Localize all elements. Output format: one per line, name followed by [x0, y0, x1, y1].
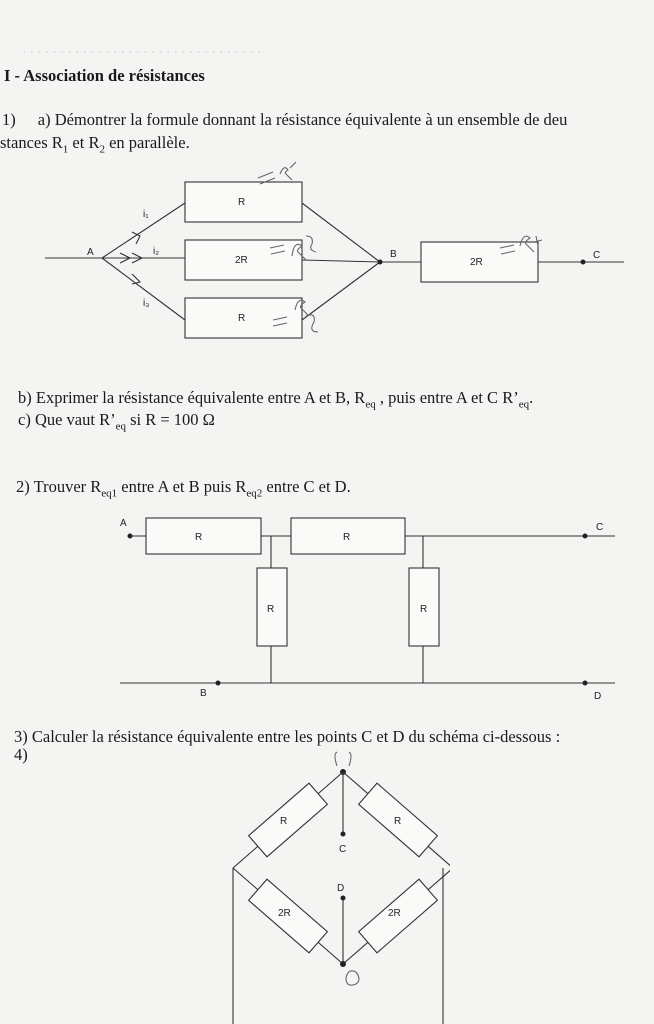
label-i2: i₂ — [153, 246, 160, 257]
label-node-d: D — [594, 691, 602, 702]
label-node-b: B — [200, 688, 207, 699]
node-c-dot — [581, 260, 586, 265]
node-c-dot — [341, 832, 346, 837]
handwritten-bottom-mark — [346, 971, 359, 985]
label-i3: i₃ — [143, 298, 150, 309]
label-r-br: 2R — [388, 908, 401, 919]
node-b-dot — [378, 260, 383, 265]
circuit-2-diagram — [110, 510, 630, 705]
label-r3: R — [267, 604, 275, 615]
label-node-b: B — [390, 249, 397, 260]
label-r-bl: 2R — [278, 908, 291, 919]
q1-part-c: c) Que vaut $R’_{eq}$ si R = 100 Ω — [18, 410, 215, 433]
node-d-dot — [341, 896, 346, 901]
label-node-a: A — [87, 247, 94, 258]
label-node-c: C — [593, 250, 601, 261]
q4-number: 4) — [14, 745, 28, 764]
label-node-c: C — [596, 522, 604, 533]
q3-text: 3) Calculer la résistance équivalente entre les points C et D du schéma ci-dessous : — [14, 727, 561, 746]
label-node-a: A — [120, 518, 127, 529]
section-title: I - Association de résistances — [4, 66, 205, 85]
label-node-d: D — [337, 883, 345, 894]
bottom-node-dot — [340, 961, 346, 967]
resistor-series-1 — [146, 518, 261, 554]
label-r-tr: R — [394, 816, 402, 827]
q1-part-b: b) Exprimer la résistance équivalente entre A et B, $R_{eq}$ , puis entre A et C $R’_{eq}$. — [18, 388, 534, 411]
circuit-3-diagram — [220, 750, 450, 1024]
q1-part-a: 1) a) Démontrer la formule donnant la résistance équivalente à un ensemble de deu — [2, 110, 568, 129]
label-r-bot: R — [238, 313, 246, 324]
label-r4: R — [420, 604, 428, 615]
handwritten-r1 — [258, 162, 296, 184]
circuit-1-diagram — [40, 160, 640, 350]
label-node-c: C — [339, 844, 347, 855]
node-c-dot — [583, 534, 588, 539]
bleed-through-text: · · · · · · · · · · · · · · · · · · · · · · · · · · · · · · · · — [22, 44, 262, 59]
resistor-top-left — [249, 783, 328, 857]
q1-part-a-line2: stances $R_1$ et $R_2$ en parallèle. — [0, 133, 190, 156]
label-r-top: R — [238, 197, 246, 208]
label-r2: R — [343, 532, 351, 543]
node-a-dot — [128, 534, 133, 539]
label-r-mid: 2R — [235, 255, 248, 266]
label-r-tl: R — [280, 816, 288, 827]
label-i1: i₁ — [143, 209, 149, 220]
label-r1: R — [195, 532, 203, 543]
label-r-series: 2R — [470, 257, 483, 268]
node-b-dot — [216, 681, 221, 686]
handwritten-top-mark — [335, 752, 351, 766]
q2-text: 2) Trouver $R_{eq1}$ entre A et B puis $R_{eq2}$ entre C et D. — [16, 477, 351, 500]
node-d-dot — [583, 681, 588, 686]
